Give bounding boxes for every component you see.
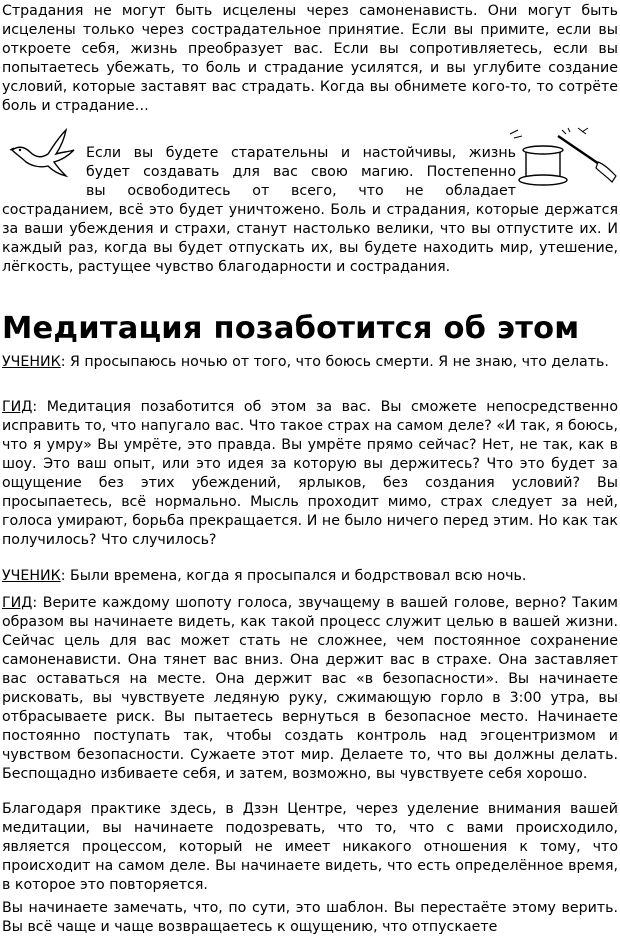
illustrated-line: будет создавать для вас свою магию. Постепенно [86, 164, 516, 180]
dialogue-guide-2 [2, 594, 618, 784]
dialogue-student-2 [2, 567, 618, 586]
dialogue-guide-1 [2, 398, 618, 550]
speaker-label: УЧЕНИК [2, 568, 61, 584]
illustrated-line: Если вы будете старательны и настойчивы, жизнь [86, 145, 516, 161]
dialogue-text: Медитация позаботится об этом за вас. Вы сможете непосредственно исправить то, что напугало вас. Что такое страх на самом деле? «И так, я боюсь, что я умру» Вы умрёте, это правда. Вы умрёте прямо сейчас? Нет, не так, как в шоу. Это ваш опыт, или это идея за которую вы держитесь? Что это будет за ощущение без этих убеждений, ярлыков, без создания условий? Вы просыпаетесь, всё нормально. Мысль проходит мимо, страх следует за ней, голоса умирают, борьба прекращается. И не было ничего перед этим. Но как так получилось? Что случилось? [2, 399, 618, 548]
last-paragraph [2, 899, 618, 937]
speaker-separator: : [32, 595, 38, 611]
speaker-label: ГИД [2, 399, 33, 415]
dialogue-student-1 [2, 353, 618, 372]
practice-paragraph [2, 800, 618, 895]
practice-paragraph-text: Благодаря практике здесь, в Дзэн Центре, через уделение внимания вашей медитации, вы начинаете подозревать, что то, что с вами происходило, является процессом, который не имеет никакого отношения к тому, что происходит на самом деле. Вы начинаете видеть, что есть определённое время, в которое это повторяется. [2, 801, 618, 893]
speaker-label: ГИД [2, 595, 33, 611]
speaker-label: УЧЕНИК [2, 354, 61, 370]
last-paragraph-text: Вы начинаете замечать, что, по сути, это шаблон. Вы перестаёте этому верить. Вы всё чаще и чаще возвращаетесь к ощущению, что отпускаете [2, 900, 618, 935]
speaker-separator: : [60, 568, 66, 584]
intro-paragraph: Страдания не могут быть исцелены через самоненависть. Они могут быть исцелены только через сострадательное принятие. Если вы примите, если вы откроете себя, жизнь преобразует вас. Если вы сопротивляетесь, если вы попытаетесь убежать, то боль и страдание усилятся, и вы углубите создание условий, которые заставят вас страдать. Когда вы обнимете кого-то, то сотрёте боль и страдание… [2, 3, 618, 114]
dialogue-text: Я просыпаюсь ночью от того, что боюсь смерти. Я не знаю, что делать. [65, 354, 609, 370]
speaker-separator: : [60, 354, 66, 370]
illustrated-paragraph [2, 144, 618, 277]
section-heading: Медитация позаботится об этом [2, 311, 580, 346]
speaker-separator: : [32, 399, 38, 415]
dialogue-text: Верите каждому шопоту голоса, звучащему в вашей голове, верно? Таким образом вы начинаете видеть, как такой процесс служит целью в вашей жизни. Сейчас цель для вас может стать не сложнее, чем постоянное сохранение самоненависти. Она тянет вас вниз. Она держит вас в страхе. Она заставляет вас оставаться на месте. Она держит вас «в безопасности». Вы начинаете рисковать, вы чувствуете ледяную руку, сжимающую горло в 3:00 утра, вы отбрасываете риск. Вы пытаетесь вернуться в безопасное место. Начинаете постоянно поступать так, чтобы создать контроль над эгоцентризмом и чувством безопасности. Сужаете этот мир. Делаете то, что вы должны делать. Беспощадно избиваете себя, и затем, возможно, вы чувствуете себя хорошо. [2, 595, 618, 782]
illustrated-line: вы освободитесь от всего, что не обладает [86, 183, 516, 199]
illustrated-continuation: состраданием, всё это будет уничтожено. Боль и страдания, которые держатся за ваши убеждения и страхи, станут настолько велики, что вы отпустите их. И каждый раз, когда вы будет отпускать их, вы будете находить мир, утешение, лёгкость, растущее чувство благодарности и сострадания. [2, 202, 618, 275]
dialogue-text: Были времена, когда я просыпался и бодрствовал всю ночь. [65, 568, 527, 584]
